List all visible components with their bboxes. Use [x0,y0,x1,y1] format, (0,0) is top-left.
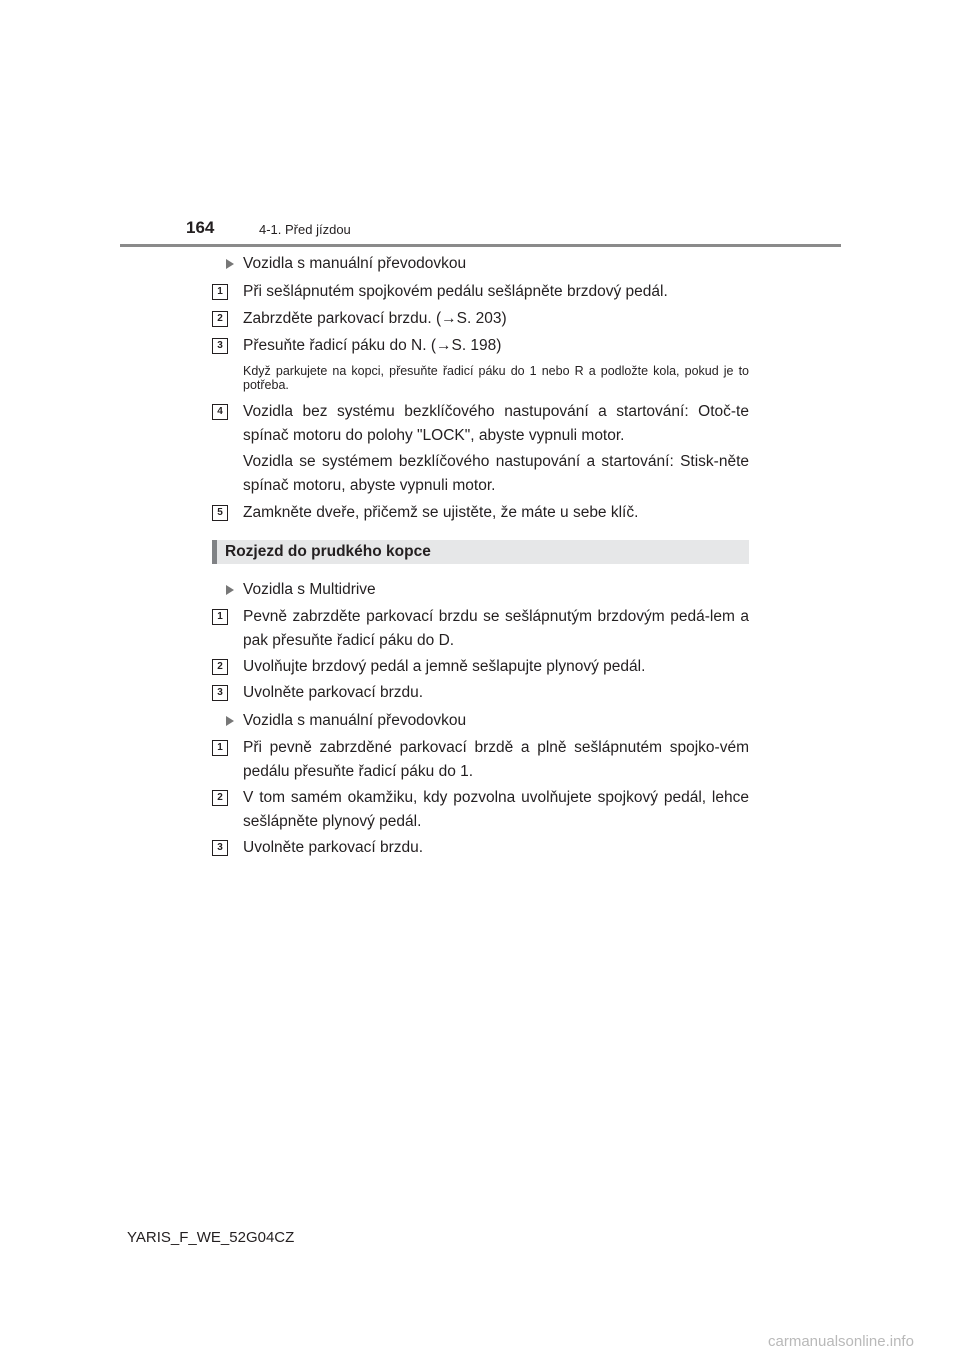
step-number-badge: 3 [212,840,228,856]
step-number-badge: 2 [212,659,228,675]
step-number-badge: 4 [212,404,228,420]
triangle-bullet-icon [226,585,234,595]
triangle-bullet-icon [226,259,234,269]
document-code: YARIS_F_WE_52G04CZ [127,1229,295,1246]
multidrive-step-2: 2 Uvolňujte brzdový pedál a jemně sešlapujte plynový pedál. [212,655,749,679]
step-number-badge: 5 [212,505,228,521]
content [212,252,749,860]
parking-step-3: 3 Přesuňte řadicí páku do N. (→S. 198) [212,334,749,358]
step-number-badge: 2 [212,790,228,806]
parking-step-5: 5 Zamkněte dveře, přičemž se ujistěte, že máte u sebe klíč. [212,501,749,525]
step-number-badge: 1 [212,609,228,625]
hill-manual-heading: Vozidla s manuální převodovkou [212,709,749,733]
parking-note: Když parkujete na kopci, přesuňte řadicí páku do 1 nebo R a podložte kola, pokud je to potřeba. [243,364,749,392]
hill-manual-step-3: 3 Uvolněte parkovací brzdu. [212,836,749,860]
section-header: Rozjezd do prudkého kopce [212,540,749,564]
page-number: 164 [186,218,215,237]
multidrive-step-1: 1 Pevně zabrzděte parkovací brzdu se sešlápnutým brzdovým pedá-lem a pak přesuňte řadicí páku do D. [212,605,749,653]
section-reference: 4-1. Před jízdou [259,222,351,237]
step-number-badge: 2 [212,311,228,327]
parking-step-4: 4 Vozidla bez systému bezklíčového nastupování a startování: Otoč-te spínač motoru do polohy "LOCK", abyste vypnuli motor. [212,400,749,448]
step-number-badge: 1 [212,740,228,756]
step-number-badge: 3 [212,338,228,354]
step-number-badge: 1 [212,284,228,300]
multidrive-heading: Vozidla s Multidrive [212,578,749,602]
parking-step-2: 2 Zabrzděte parkovací brzdu. (→S. 203) [212,307,749,331]
multidrive-step-3: 3 Uvolněte parkovací brzdu. [212,681,749,705]
step-number-badge: 3 [212,685,228,701]
watermark: carmanualsonline.info [768,1333,914,1350]
triangle-bullet-icon [226,716,234,726]
header-rule [120,244,841,247]
hill-manual-step-2: 2 V tom samém okamžiku, kdy pozvolna uvolňujete spojkový pedál, lehce sešlápněte plynový pedál. [212,786,749,834]
manual-heading: Vozidla s manuální převodovkou [212,252,749,276]
parking-step-4-alt: Vozidla se systémem bezklíčového nastupování a startování: Stisk-něte spínač motoru, abyste vypnuli motor. [243,453,749,494]
parking-step-1: 1 Při sešlápnutém spojkovém pedálu sešlápněte brzdový pedál. [212,280,749,304]
hill-manual-step-1: 1 Při pevně zabrzděné parkovací brzdě a plně sešlápnutém spojko-vém pedálu přesuňte řadicí páku do 1. [212,736,749,784]
